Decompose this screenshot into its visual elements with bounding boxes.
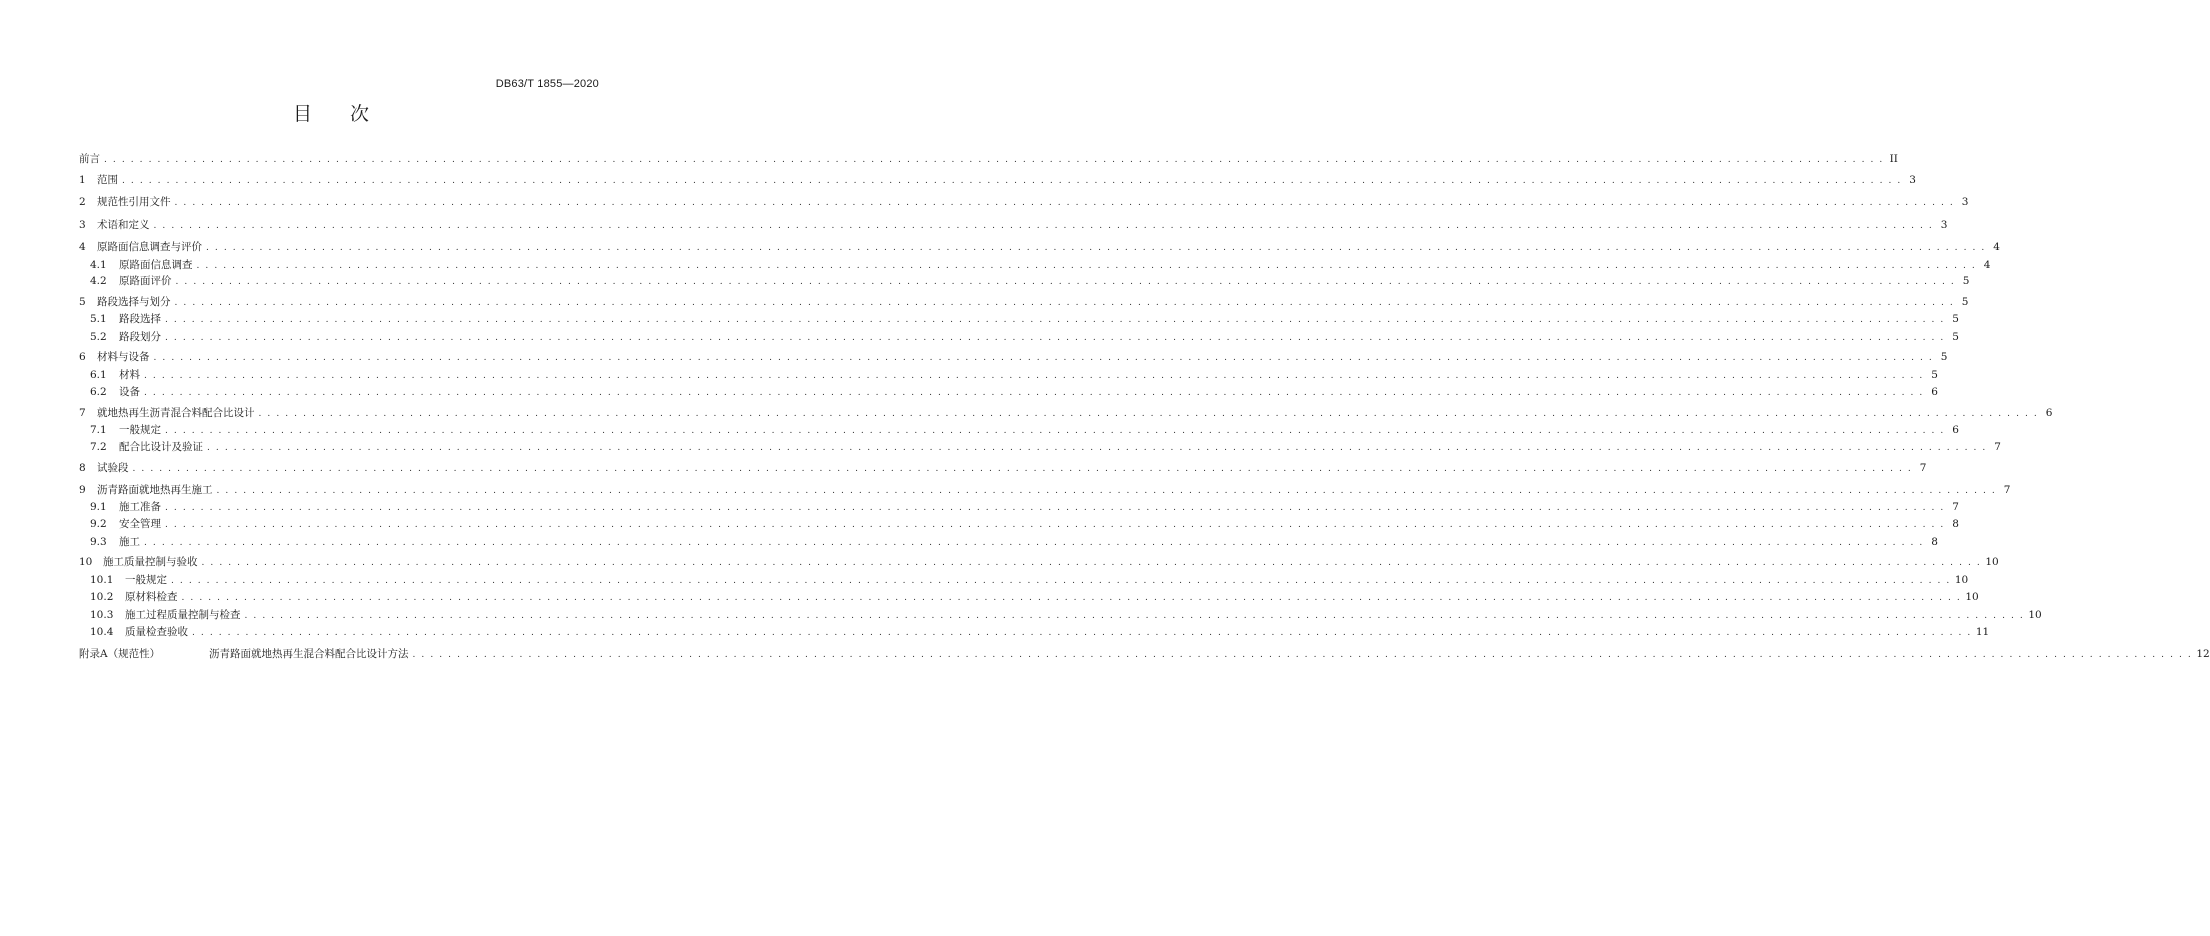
toc-entry-number: 9 xyxy=(79,484,86,496)
toc-entry-page: 7 xyxy=(1994,441,2001,453)
toc-entry-page: 8 xyxy=(1931,536,1938,548)
dot-leader: . . . . . . . . . . . . . . . . . . . . . . . . . . . . . . . . . . . . . . . . . . . . . . . . . . . . . . . . . . . . . . . . . . . . . . . . . . . . . . . . . . . . . . . . . . . . . . . . . . . . . . . . . . . . . . . . . . . . . . . . . . . . . . . . . . . . . . . . . . . . . . . . . . . . . . . . . . . . . . . . . . . . . . . . . . . . . . . . . . . . . . . . . . . . . . . . . . . . . . . . xyxy=(165,503,1945,513)
toc-entry-page: 5 xyxy=(1961,296,1969,308)
toc-entry-label: 一般规定 xyxy=(125,574,167,586)
toc-entry-page: 11 xyxy=(1975,626,1990,638)
toc-entry-page: 12 xyxy=(2196,648,2210,660)
dot-leader: . . . . . . . . . . . . . . . . . . . . . . . . . . . . . . . . . . . . . . . . . . . . . . . . . . . . . . . . . . . . . . . . . . . . . . . . . . . . . . . . . . . . . . . . . . . . . . . . . . . . . . . . . . . . . . . . . . . . . . . . . . . . . . . . . . . . . . . . . . . . . . . . . . . . . . . . . . . . . . . . . . . . . . . . . . . . . . . . . . . . . . . . . . . . . . . . . . . . . . . . xyxy=(175,277,1956,287)
dot-leader: . . . . . . . . . . . . . . . . . . . . . . . . . . . . . . . . . . . . . . . . . . . . . . . . . . . . . . . . . . . . . . . . . . . . . . . . . . . . . . . . . . . . . . . . . . . . . . . . . . . . . . . . . . . . . . . . . . . . . . . . . . . . . . . . . . . . . . . . . . . . . . . . . . . . . . . . . . . . . . . . . . . . . . . . . . . . . . . . . . . . . . . . . . . . . . . . . . . . . . . . xyxy=(206,243,1986,253)
toc-entry-number: 7.2 xyxy=(90,441,107,453)
dot-leader: . . . . . . . . . . . . . . . . . . . . . . . . . . . . . . . . . . . . . . . . . . . . . . . . . . . . . . . . . . . . . . . . . . . . . . . . . . . . . . . . . . . . . . . . . . . . . . . . . . . . . . . . . . . . . . . . . . . . . . . . . . . . . . . . . . . . . . . . . . . . . . . . . . . . . . . . . . . . . . . . . . . . . . . . . . . . . . . . . . . . . . . . . . . . . . . . . . . . . . . . xyxy=(165,426,1945,436)
page-title xyxy=(0,99,662,126)
toc-entry-number: 6.2 xyxy=(90,386,107,398)
toc-entry-page: 4 xyxy=(1983,259,1991,271)
toc-entry[interactable] xyxy=(90,605,2042,622)
toc-entry-number: 9.3 xyxy=(90,536,107,548)
toc-entry-number: 4.1 xyxy=(90,259,107,271)
toc-entry-number: 4.2 xyxy=(90,275,107,287)
toc-entry-page: 7 xyxy=(1952,501,1959,513)
dot-leader: . . . . . . . . . . . . . . . . . . . . . . . . . . . . . . . . . . . . . . . . . . . . . . . . . . . . . . . . . . . . . . . . . . . . . . . . . . . . . . . . . . . . . . . . . . . . . . . . . . . . . . . . . . . . . . . . . . . . . . . . . . . . . . . . . . . . . . . . . . . . . . . . . . . . . . . . . . . . . . . . . . . . . . . . . . . . . . . . . . . . . . . . . . . . . . . . . . . . . . . . xyxy=(174,298,1955,308)
toc-entry-page: 6 xyxy=(1952,424,1959,436)
toc-entry-label: 术语和定义 xyxy=(97,219,150,231)
dot-leader: . . . . . . . . . . . . . . . . . . . . . . . . . . . . . . . . . . . . . . . . . . . . . . . . . . . . . . . . . . . . . . . . . . . . . . . . . . . . . . . . . . . . . . . . . . . . . . . . . . . . . . . . . . . . . . . . . . . . . . . . . . . . . . . . . . . . . . . . . . . . . . . . . . . . . . . . . . . . . . . . . . . . . . . . . . . . . . . . . . . . . . . . . . . . . . . . . . . . . . . . xyxy=(244,611,2025,621)
toc-entry-number: 5.1 xyxy=(90,313,107,325)
toc-entry-page: 5 xyxy=(1952,331,1959,343)
toc-entry-appendix[interactable] xyxy=(79,644,2210,661)
dot-leader: . . . . . . . . . . . . . . . . . . . . . . . . . . . . . . . . . . . . . . . . . . . . . . . . . . . . . . . . . . . . . . . . . . . . . . . . . . . . . . . . . . . . . . . . . . . . . . . . . . . . . . . . . . . . . . . . . . . . . . . . . . . . . . . . . . . . . . . . . . . . . . . . . . . . . . . . . . . . . . . . . . . . . . . . . . . . . . . . . . . . . . . . . . . . . . . . . . . . . . . . xyxy=(104,155,1884,165)
dot-leader: . . . . . . . . . . . . . . . . . . . . . . . . . . . . . . . . . . . . . . . . . . . . . . . . . . . . . . . . . . . . . . . . . . . . . . . . . . . . . . . . . . . . . . . . . . . . . . . . . . . . . . . . . . . . . . . . . . . . . . . . . . . . . . . . . . . . . . . . . . . . . . . . . . . . . . . . . . . . . . . . . . . . . . . . . . . . . . . . . . . . . . . . . . . . . . . . . . . . . . . . xyxy=(144,388,1924,398)
toc-entry-label: 原路面信息调查 xyxy=(119,259,193,271)
dot-leader: . . . . . . . . . . . . . . . . . . . . . . . . . . . . . . . . . . . . . . . . . . . . . . . . . . . . . . . . . . . . . . . . . . . . . . . . . . . . . . . . . . . . . . . . . . . . . . . . . . . . . . . . . . . . . . . . . . . . . . . . . . . . . . . . . . . . . . . . . . . . . . . . . . . . . . . . . . . . . . . . . . . . . . . . . . . . . . . . . . . . . . . . . . . . . . . . . . . . . . . . xyxy=(192,628,1972,638)
toc-entry[interactable] xyxy=(79,552,1999,569)
toc-entry[interactable] xyxy=(90,255,1991,272)
toc-entry-number: 6 xyxy=(79,351,86,363)
dot-leader: . . . . . . . . . . . . . . . . . . . . . . . . . . . . . . . . . . . . . . . . . . . . . . . . . . . . . . . . . . . . . . . . . . . . . . . . . . . . . . . . . . . . . . . . . . . . . . . . . . . . . . . . . . . . . . . . . . . . . . . . . . . . . . . . . . . . . . . . . . . . . . . . . . . . . . . . . . . . . . . . . . . . . . . . . . . . . . . . . . . . . . . . . . . . . . . . . . . . . . . . xyxy=(153,353,1934,363)
toc-entry[interactable] xyxy=(90,420,1959,437)
toc-entry-number: 6.1 xyxy=(90,369,107,381)
toc-entry-label: 试验段 xyxy=(97,462,129,474)
toc-entry-label: 施工质量控制与验收 xyxy=(103,556,198,568)
toc-entry-page: 4 xyxy=(1993,241,2000,253)
toc-entry-number: 10.1 xyxy=(90,574,114,586)
toc-entry-label: 原路面信息调查与评价 xyxy=(97,241,202,253)
toc-entry-page: 10 xyxy=(1954,574,1969,586)
toc-entry-label: 质量检查验收 xyxy=(125,626,188,638)
dot-leader: . . . . . . . . . . . . . . . . . . . . . . . . . . . . . . . . . . . . . . . . . . . . . . . . . . . . . . . . . . . . . . . . . . . . . . . . . . . . . . . . . . . . . . . . . . . . . . . . . . . . . . . . . . . . . . . . . . . . . . . . . . . . . . . . . . . . . . . . . . . . . . . . . . . . . . . . . . . . . . . . . . . . . . . . . . . . . . . . . . . . . . . . . . . . . . . . . . . . . . . . xyxy=(165,333,1945,343)
toc-entry-label: 沥青路面就地热再生施工 xyxy=(97,484,213,496)
toc-entry[interactable] xyxy=(79,170,1916,187)
toc-entry-label: 安全管理 xyxy=(119,518,161,530)
dot-leader: . . . . . . . . . . . . . . . . . . . . . . . . . . . . . . . . . . . . . . . . . . . . . . . . . . . . . . . . . . . . . . . . . . . . . . . . . . . . . . . . . . . . . . . . . . . . . . . . . . . . . . . . . . . . . . . . . . . . . . . . . . . . . . . . . . . . . . . . . . . . . . . . . . . . . . . . . . . . . . . . . . . . . . . . . . . . . . . . . . . . . . . . . . . . . . . . . . . . . . . . xyxy=(181,593,1962,603)
toc-entry-label: 原材料检查 xyxy=(125,591,178,603)
toc-entry-page: 5 xyxy=(1962,275,1970,287)
toc-entry-number: 7.1 xyxy=(90,424,107,436)
toc-entry-page: 5 xyxy=(1931,369,1938,381)
title-char-1: 目 xyxy=(292,103,312,125)
toc-entry-number: 4 xyxy=(79,241,86,253)
toc-entry-number: 9.1 xyxy=(90,501,107,513)
toc-entry-page: 3 xyxy=(1909,174,1916,186)
toc-entry-number: 5.2 xyxy=(90,331,107,343)
toc-entry-number: 8 xyxy=(79,462,86,474)
dot-leader: . . . . . . . . . . . . . . . . . . . . . . . . . . . . . . . . . . . . . . . . . . . . . . . . . . . . . . . . . . . . . . . . . . . . . . . . . . . . . . . . . . . . . . . . . . . . . . . . . . . . . . . . . . . . . . . . . . . . . . . . . . . . . . . . . . . . . . . . . . . . . . . . . . . . . . . . . . . . . . . . . . . . . . . . . . . . . . . . . . . . . . . . . . . . . . . . . . . . . . . . xyxy=(207,443,1987,453)
toc-entry-label: 材料与设备 xyxy=(97,351,150,363)
toc-entry-label: 范围 xyxy=(97,174,118,186)
toc-entry-page: 3 xyxy=(1961,196,1969,208)
dot-leader: . . . . . . . . . . . . . . . . . . . . . . . . . . . . . . . . . . . . . . . . . . . . . . . . . . . . . . . . . . . . . . . . . . . . . . . . . . . . . . . . . . . . . . . . . . . . . . . . . . . . . . . . . . . . . . . . . . . . . . . . . . . . . . . . . . . . . . . . . . . . . . . . . . . . . . . . . . . . . . . . . . . . . . . . . . . . . . . . . . . . . . . . . . . . . . . . . . . . . . . . xyxy=(165,520,1945,530)
toc-entry-label: 沥青路面就地热再生混合料配合比设计方法 xyxy=(209,648,409,660)
toc-entry[interactable] xyxy=(90,327,1959,344)
dot-leader: . . . . . . . . . . . . . . . . . . . . . . . . . . . . . . . . . . . . . . . . . . . . . . . . . . . . . . . . . . . . . . . . . . . . . . . . . . . . . . . . . . . . . . . . . . . . . . . . . . . . . . . . . . . . . . . . . . . . . . . . . . . . . . . . . . . . . . . . . . . . . . . . . . . . . . . . . . . . . . . . . . . . . . . . . . . . . . . . . . . . . . . . . . . . . . . . . . . . . . . . xyxy=(412,650,2193,660)
toc-entry[interactable] xyxy=(79,237,2000,254)
toc-entry[interactable] xyxy=(90,514,1959,531)
dot-leader: . . . . . . . . . . . . . . . . . . . . . . . . . . . . . . . . . . . . . . . . . . . . . . . . . . . . . . . . . . . . . . . . . . . . . . . . . . . . . . . . . . . . . . . . . . . . . . . . . . . . . . . . . . . . . . . . . . . . . . . . . . . . . . . . . . . . . . . . . . . . . . . . . . . . . . . . . . . . . . . . . . . . . . . . . . . . . . . . . . . . . . . . . . . . . . . . . . . . . . . . xyxy=(132,464,1913,474)
toc-entry-label: 规范性引用文件 xyxy=(97,196,171,208)
toc-entry-number: 10.4 xyxy=(90,626,114,638)
toc-entry-number: 附录A（规范性） xyxy=(79,648,161,660)
title-char-2: 次 xyxy=(350,103,370,125)
toc-entry-label: 就地热再生沥青混合料配合比设计 xyxy=(97,407,255,419)
toc-entry-page: 7 xyxy=(1919,462,1927,474)
toc-entry-page: 6 xyxy=(2045,407,2053,419)
toc-entry[interactable] xyxy=(90,497,1959,514)
toc-entry[interactable] xyxy=(79,292,1969,309)
dot-leader: . . . . . . . . . . . . . . . . . . . . . . . . . . . . . . . . . . . . . . . . . . . . . . . . . . . . . . . . . . . . . . . . . . . . . . . . . . . . . . . . . . . . . . . . . . . . . . . . . . . . . . . . . . . . . . . . . . . . . . . . . . . . . . . . . . . . . . . . . . . . . . . . . . . . . . . . . . . . . . . . . . . . . . . . . . . . . . . . . . . . . . . . . . . . . . . . . . . . . . . . xyxy=(122,176,1902,186)
toc-entry-page: 8 xyxy=(1952,518,1959,530)
toc-entry-label: 路段划分 xyxy=(119,331,161,343)
toc-entry-label: 设备 xyxy=(119,386,140,398)
toc-entry-number: 10.2 xyxy=(90,591,114,603)
dot-leader: . . . . . . . . . . . . . . . . . . . . . . . . . . . . . . . . . . . . . . . . . . . . . . . . . . . . . . . . . . . . . . . . . . . . . . . . . . . . . . . . . . . . . . . . . . . . . . . . . . . . . . . . . . . . . . . . . . . . . . . . . . . . . . . . . . . . . . . . . . . . . . . . . . . . . . . . . . . . . . . . . . . . . . . . . . . . . . . . . . . . . . . . . . . . . . . . . . . . . . . . xyxy=(196,261,1977,271)
toc-entry[interactable] xyxy=(79,480,2011,497)
toc-entry-number: 10 xyxy=(79,556,93,568)
dot-leader: . . . . . . . . . . . . . . . . . . . . . . . . . . . . . . . . . . . . . . . . . . . . . . . . . . . . . . . . . . . . . . . . . . . . . . . . . . . . . . . . . . . . . . . . . . . . . . . . . . . . . . . . . . . . . . . . . . . . . . . . . . . . . . . . . . . . . . . . . . . . . . . . . . . . . . . . . . . . . . . . . . . . . . . . . . . . . . . . . . . . . . . . . . . . . . . . . . . . . . . . xyxy=(174,198,1955,208)
toc-entry-page: 10 xyxy=(1965,591,1979,603)
toc-entry-label: 施工过程质量控制与检查 xyxy=(125,609,241,621)
toc-entry-number: 10.3 xyxy=(90,609,114,621)
toc-entry[interactable] xyxy=(90,271,1970,288)
toc-entry[interactable] xyxy=(90,622,1990,639)
toc-entry-number: 9.2 xyxy=(90,518,107,530)
toc-entry[interactable] xyxy=(90,437,2001,454)
toc-entry-number: 2 xyxy=(79,196,86,208)
toc-entry[interactable] xyxy=(90,570,1969,587)
dot-leader: . . . . . . . . . . . . . . . . . . . . . . . . . . . . . . . . . . . . . . . . . . . . . . . . . . . . . . . . . . . . . . . . . . . . . . . . . . . . . . . . . . . . . . . . . . . . . . . . . . . . . . . . . . . . . . . . . . . . . . . . . . . . . . . . . . . . . . . . . . . . . . . . . . . . . . . . . . . . . . . . . . . . . . . . . . . . . . . . . . . . . . . . . . . . . . . . . . . . . . . . xyxy=(258,409,2039,419)
dot-leader: . . . . . . . . . . . . . . . . . . . . . . . . . . . . . . . . . . . . . . . . . . . . . . . . . . . . . . . . . . . . . . . . . . . . . . . . . . . . . . . . . . . . . . . . . . . . . . . . . . . . . . . . . . . . . . . . . . . . . . . . . . . . . . . . . . . . . . . . . . . . . . . . . . . . . . . . . . . . . . . . . . . . . . . . . . . . . . . . . . . . . . . . . . . . . . . . . . . . . . . . xyxy=(144,371,1924,381)
toc-entry[interactable] xyxy=(79,149,1898,166)
toc-entry[interactable] xyxy=(79,403,2053,420)
toc-entry[interactable] xyxy=(79,215,1948,232)
toc-entry[interactable] xyxy=(79,347,1948,364)
toc-entry[interactable] xyxy=(90,587,1979,604)
toc-entry-number: 5 xyxy=(79,296,86,308)
dot-leader: . . . . . . . . . . . . . . . . . . . . . . . . . . . . . . . . . . . . . . . . . . . . . . . . . . . . . . . . . . . . . . . . . . . . . . . . . . . . . . . . . . . . . . . . . . . . . . . . . . . . . . . . . . . . . . . . . . . . . . . . . . . . . . . . . . . . . . . . . . . . . . . . . . . . . . . . . . . . . . . . . . . . . . . . . . . . . . . . . . . . . . . . . . . . . . . . . . . . . . . . xyxy=(165,315,1945,325)
toc-entry-number: 3 xyxy=(79,219,86,231)
toc-entry[interactable] xyxy=(90,532,1938,549)
toc-entry-page: 7 xyxy=(2003,484,2011,496)
toc-entry-label: 路段选择 xyxy=(119,313,161,325)
toc-entry-label: 施工准备 xyxy=(119,501,161,513)
toc-entry-label: 一般规定 xyxy=(119,424,161,436)
toc-entry-number: 7 xyxy=(79,407,86,419)
toc-entry-label: 原路面评价 xyxy=(119,275,172,287)
toc-entry-number: 1 xyxy=(79,174,86,186)
toc-entry-page: 5 xyxy=(1940,351,1948,363)
toc-entry[interactable] xyxy=(79,192,1969,209)
toc-entry-page: 3 xyxy=(1940,219,1948,231)
toc-entry[interactable] xyxy=(90,365,1938,382)
toc-entry[interactable] xyxy=(90,382,1938,399)
toc-entry-label: 配合比设计及验证 xyxy=(119,441,203,453)
dot-leader: . . . . . . . . . . . . . . . . . . . . . . . . . . . . . . . . . . . . . . . . . . . . . . . . . . . . . . . . . . . . . . . . . . . . . . . . . . . . . . . . . . . . . . . . . . . . . . . . . . . . . . . . . . . . . . . . . . . . . . . . . . . . . . . . . . . . . . . . . . . . . . . . . . . . . . . . . . . . . . . . . . . . . . . . . . . . . . . . . . . . . . . . . . . . . . . . . . . . . . . . xyxy=(153,221,1934,231)
toc-entry-page: 5 xyxy=(1952,313,1959,325)
dot-leader: . . . . . . . . . . . . . . . . . . . . . . . . . . . . . . . . . . . . . . . . . . . . . . . . . . . . . . . . . . . . . . . . . . . . . . . . . . . . . . . . . . . . . . . . . . . . . . . . . . . . . . . . . . . . . . . . . . . . . . . . . . . . . . . . . . . . . . . . . . . . . . . . . . . . . . . . . . . . . . . . . . . . . . . . . . . . . . . . . . . . . . . . . . . . . . . . . . . . . . . . xyxy=(171,576,1951,586)
toc-entry-label: 路段选择与划分 xyxy=(97,296,171,308)
toc-entry-label: 前言 xyxy=(79,153,100,165)
toc-entry-page: 10 xyxy=(1985,556,1999,568)
toc-entry[interactable] xyxy=(90,309,1959,326)
toc-entry-page: II xyxy=(1889,153,1898,165)
toc-entry-page: 6 xyxy=(1931,386,1938,398)
dot-leader: . . . . . . . . . . . . . . . . . . . . . . . . . . . . . . . . . . . . . . . . . . . . . . . . . . . . . . . . . . . . . . . . . . . . . . . . . . . . . . . . . . . . . . . . . . . . . . . . . . . . . . . . . . . . . . . . . . . . . . . . . . . . . . . . . . . . . . . . . . . . . . . . . . . . . . . . . . . . . . . . . . . . . . . . . . . . . . . . . . . . . . . . . . . . . . . . . . . . . . . . xyxy=(216,486,1997,496)
toc-entry-label: 材料 xyxy=(119,369,140,381)
toc-entry-label: 施工 xyxy=(119,536,140,548)
dot-leader: . . . . . . . . . . . . . . . . . . . . . . . . . . . . . . . . . . . . . . . . . . . . . . . . . . . . . . . . . . . . . . . . . . . . . . . . . . . . . . . . . . . . . . . . . . . . . . . . . . . . . . . . . . . . . . . . . . . . . . . . . . . . . . . . . . . . . . . . . . . . . . . . . . . . . . . . . . . . . . . . . . . . . . . . . . . . . . . . . . . . . . . . . . . . . . . . . . . . . . . . xyxy=(144,538,1924,548)
document-code: DB63/T 1855—2020 xyxy=(495,78,599,90)
toc-entry-page: 10 xyxy=(2028,609,2042,621)
dot-leader: . . . . . . . . . . . . . . . . . . . . . . . . . . . . . . . . . . . . . . . . . . . . . . . . . . . . . . . . . . . . . . . . . . . . . . . . . . . . . . . . . . . . . . . . . . . . . . . . . . . . . . . . . . . . . . . . . . . . . . . . . . . . . . . . . . . . . . . . . . . . . . . . . . . . . . . . . . . . . . . . . . . . . . . . . . . . . . . . . . . . . . . . . . . . . . . . . . . . . . . . xyxy=(201,558,1982,568)
toc-entry[interactable] xyxy=(79,458,1927,475)
